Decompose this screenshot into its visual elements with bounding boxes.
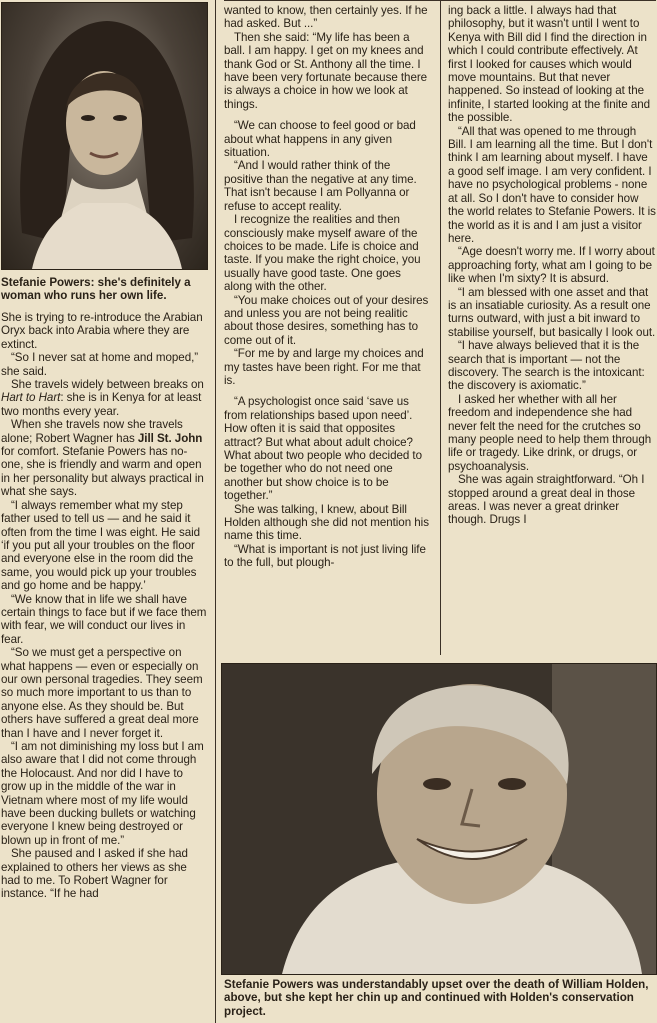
paragraph: “So I never sat at home and moped,” she said. bbox=[1, 351, 199, 378]
paragraph: I asked her whether with all her freedom and independence she had never felt the need for the crutches so many people need to help them through life or tragedy. Like drink, or drugs, or psychoanalysis. bbox=[448, 392, 652, 473]
paragraph: “I always remember what my step father used to tell us — and he said it often from the time I was eight. He said ‘if you put all your troubles on the floor and everyone else in the room did the same, you would pick up your troubles and go home and be happy.’ bbox=[1, 498, 201, 593]
paragraph: “You make choices out of your desires and unless you are not being realitic about those desires, something has to come out of it. bbox=[224, 293, 429, 347]
paragraph: “I am not diminishing my loss but I am also aware that I did not come through the Holocaust. And nor did I have to grow up in the middle of the war in Vietnam where most of my life would have been ducking bullets or watching everyone I knew being destroyed or blown up in front of me.” bbox=[1, 740, 204, 847]
paragraph: She was again straightforward. “Oh I stopped around a great deal in those areas. I was never a great drinker though. Drugs I bbox=[448, 473, 645, 527]
paragraph: “Age doesn't worry me. If I worry about approaching forty, what am I going to be like when I'm sixty? It is absurd. bbox=[448, 245, 655, 286]
paragraph: When she travels now she travels alone; Robert Wagner has Jill St. John for comfort. Stefanie Powers has no-one, she is friendly and warm and open in her personality but always practical in what she says. bbox=[1, 418, 204, 499]
paragraph: She is trying to re-introduce the Arabian Oryx back into Arabia where they are extinct. bbox=[1, 311, 203, 351]
paragraph: She travels widely between breaks on Hart to Hart: she is in Kenya for at least two months every year. bbox=[1, 378, 204, 418]
paragraph: “And I would rather think of the positive than the negative at any time. That isn't because I am Pollyanna or refuse to accept reality. bbox=[224, 159, 417, 213]
stefanie-powers-photo bbox=[1, 2, 208, 270]
paragraph: “For me by and large my choices and my tastes have been right. For me that is. bbox=[224, 347, 424, 387]
article-column-3 bbox=[448, 4, 656, 527]
paragraph: I recognize the realities and then consciously make myself aware of the choices to be made. Life is choice and taste. If you make the right choice, you usually have good taste. One goes along with the other. bbox=[224, 213, 421, 294]
paragraph: “We know that in life we shall have certain things to face but if we face them with fear, we will conduct our lives in fear. bbox=[1, 592, 207, 646]
paragraph: “So we must get a perspective on what happens — even or especially on our own personal tragedies. They seem so much more important to us than to anyone else. As they should be. But others have suffered a great deal more than I have and I never forget it. bbox=[1, 646, 203, 740]
article-column-1 bbox=[1, 311, 208, 901]
william-holden-photo bbox=[221, 663, 657, 975]
paragraph: “We can choose to feel good or bad about what happens in any given situation. bbox=[224, 119, 416, 160]
paragraph: She paused and I asked if she had explained to others her views as she had to me. To Robert Wagner for instance. “If he had bbox=[1, 847, 188, 901]
column-divider-right bbox=[440, 0, 441, 655]
paragraph: “I have always believed that it is the search that is important — not the discovery. The search is the intoxicant: the discovery is axiomatic.” bbox=[448, 339, 645, 393]
photo-caption-holden: Stefanie Powers was understandably upset over the death of William Holden, above, but she kept her chin up and continued with Holden's conservation project. bbox=[224, 978, 649, 1018]
paragraph: She was talking, I knew, about Bill Holden although she did not mention his name this time. bbox=[224, 502, 429, 543]
paragraph: “A psychologist once said ‘save us from relationships based upon need’. How often it is said that opposites attract? But what about adult choice? What about two people who decided to be together who do not need one another but show choice is to be together.” bbox=[224, 395, 423, 503]
name-highlight: Jill St. John bbox=[137, 431, 203, 445]
paragraph: “What is important is not just living life to the full, but plough- bbox=[224, 542, 426, 570]
paragraph: “I am blessed with one asset and that is an insatiable curiosity. As a result one turns outward, with just a bit inward to stabilise yourself, but basically I look out. bbox=[448, 285, 656, 339]
paragraph: Then she said: “My life has been a ball. I am happy. I get on my knees and thank God or St. Anthony all the time. I have been very fortunate because there is always a choice in how we look at things. bbox=[224, 30, 428, 111]
column-divider-left bbox=[215, 0, 216, 1023]
article-column-2 bbox=[224, 4, 431, 570]
photo-caption-stefanie: Stefanie Powers: she's definitely a woman who runs her own life. bbox=[1, 276, 191, 303]
stefanie-powers-portrait bbox=[2, 3, 207, 269]
paragraph: ing back a little. I always had that philosophy, but it wasn't until I went to Kenya with Bill did I find the direction in which I could contribute effectively. At first I looked for causes which would move mountains. But that never happened. So instead of looking at the infinite, I started looking at the finite and the possible. bbox=[448, 4, 651, 125]
william-holden-portrait bbox=[222, 664, 656, 974]
show-title: Hart to Hart bbox=[1, 391, 61, 405]
paragraph: “All that was opened to me through Bill. I am learning all the time. But I don't think I am learning about myself. I have a good self image. I am very confident. I have no psychological problems - none at all. So I don't have to consider how the world relates to Stefanie Powers. It is the world as it is and I am just a visitor here. bbox=[448, 124, 656, 245]
paragraph: wanted to know, then certainly yes. If he had asked. But ...” bbox=[224, 4, 428, 31]
